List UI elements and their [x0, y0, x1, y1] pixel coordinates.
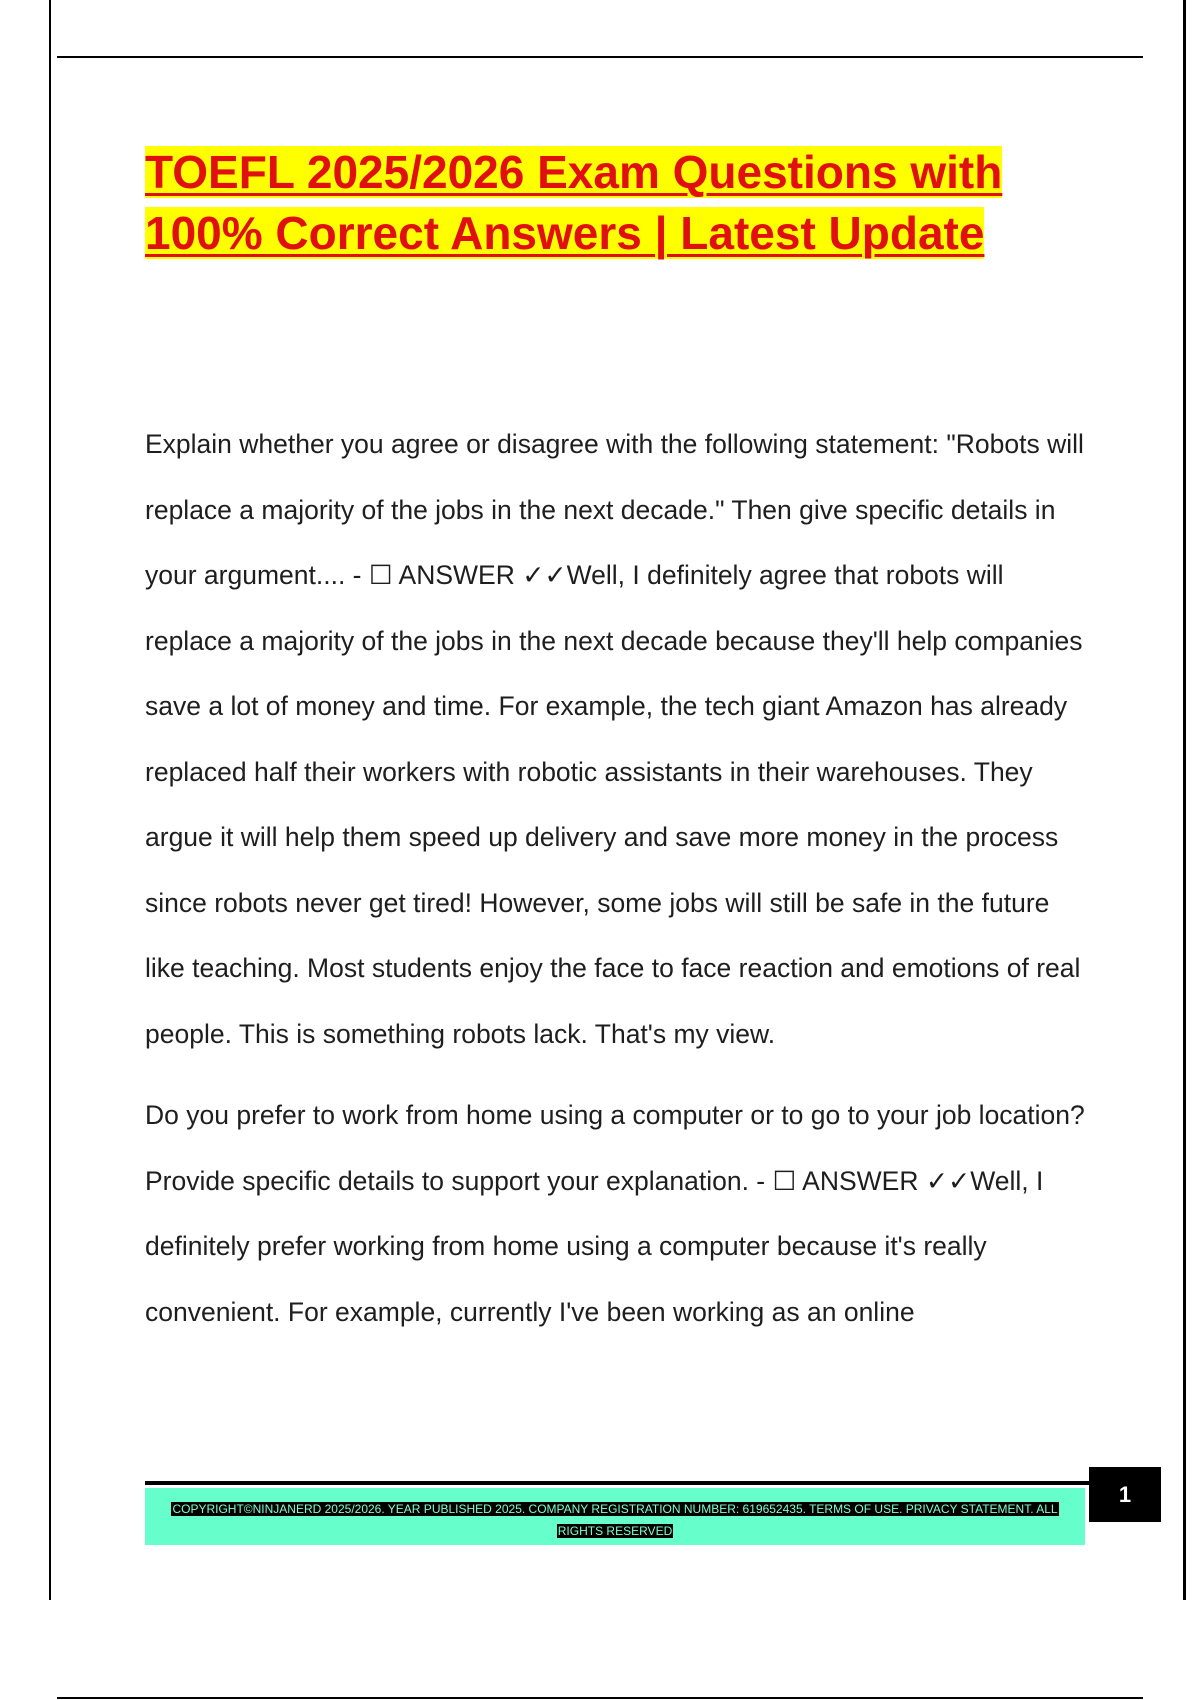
page-number: 1 [1118, 1481, 1132, 1507]
footer-copyright-band [145, 1488, 1085, 1545]
footer-copyright-text: COPYRIGHT©NINJANERD 2025/2026. YEAR PUBLISHED 2025. COMPANY REGISTRATION NUMBER: 619652435. TERMS OF USE. PRIVACY STATEMENT. ALL RIGHTS RESERVED [172, 1502, 1058, 1538]
document-title [145, 142, 1085, 264]
footer-rule [145, 1481, 1090, 1485]
next-page-top-rule [57, 1697, 1143, 1699]
question-answer-1: Explain whether you agree or disagree with the following statement: "Robots will replace a majority of the jobs in the next decade." Then give specific details in your argument.... - ☐ ANSWER ✓✓Well, I definitely agree that robots will replace a majority of the jobs in the next decade because they'll help companies save a lot of money and time. For example, the tech giant Amazon has already replaced half their workers with robotic assistants in their warehouses. They argue it will help them speed up delivery and save more money in the process since robots never get tired! However, some jobs will still be safe in the future like teaching. Most students enjoy the face to face reaction and emotions of real people. This is something robots lack. That's my view. [145, 429, 1084, 1049]
page-border-right [1183, 0, 1186, 1600]
document-title-text: TOEFL 2025/2026 Exam Questions with 100% Correct Answers | Latest Update [145, 146, 1003, 259]
top-rule [57, 56, 1143, 58]
page-border-left [49, 0, 51, 1600]
document-body [145, 412, 1090, 1361]
question-answer-2: Do you prefer to work from home using a computer or to go to your job location? Provide specific details to support your explanation. - ☐ ANSWER ✓✓Well, I definitely prefer working from home using a computer because it's really convenient. For example, currently I've been working as an online [145, 1100, 1085, 1327]
page-number-box [1089, 1467, 1161, 1522]
